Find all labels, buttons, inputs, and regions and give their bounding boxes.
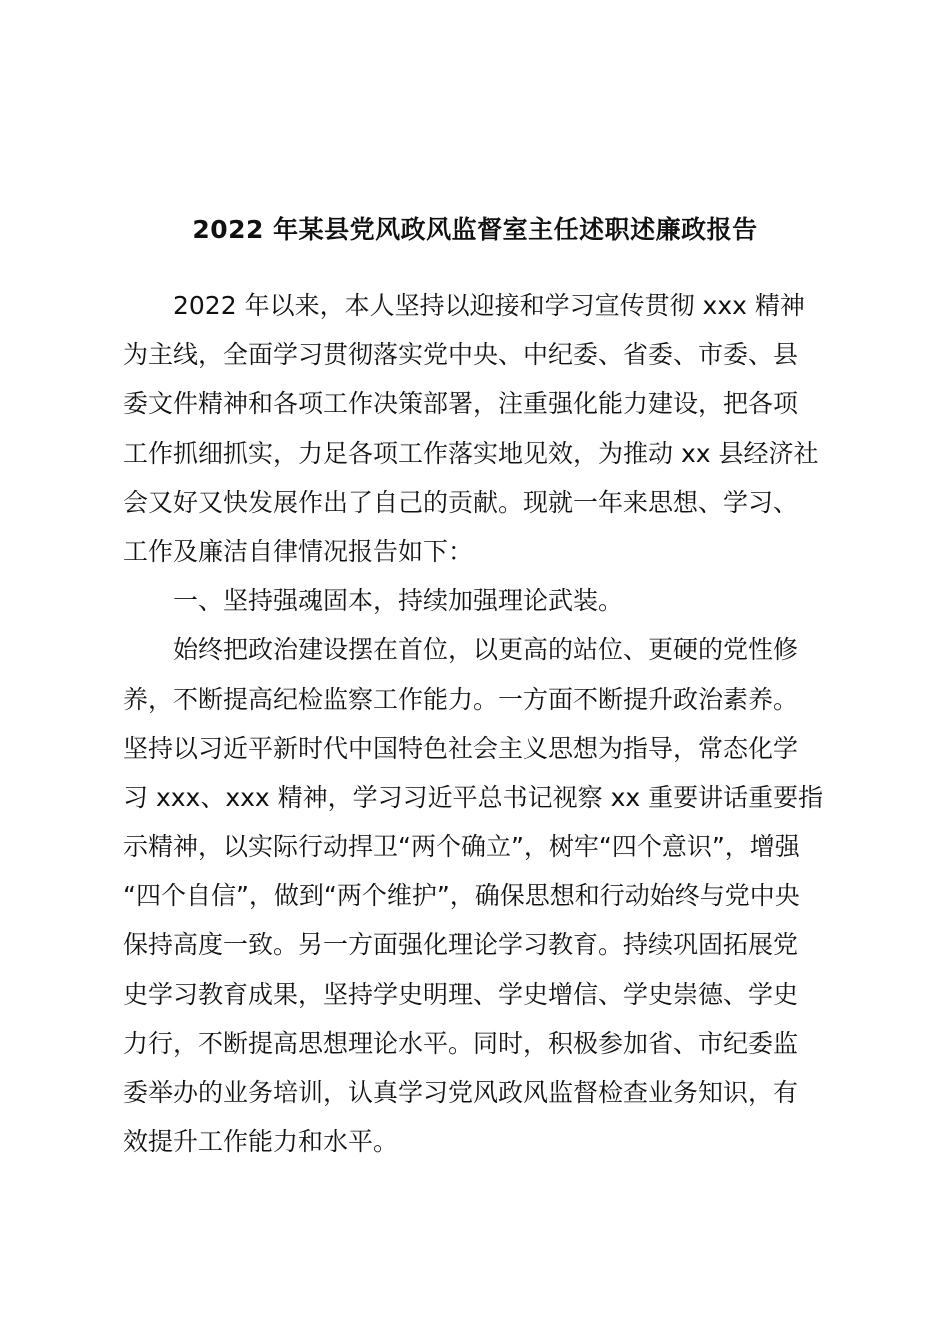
paragraph-line: 史学习教育成果，坚持学史明理、学史增信、学史崇德、学史: [123, 979, 799, 1009]
paragraph-line: 工作及廉洁自律情况报告如下：: [123, 536, 474, 566]
paragraph-line: 工作抓细抓实，力足各项工作落实地见效，为推动 xx 县经济社: [123, 438, 819, 468]
paragraph-line: 习 xxx、xxx 精神，学习习近平总书记视察 xx 重要讲话重要指: [123, 782, 824, 812]
paragraph-line: 养，不断提高纪检监察工作能力。一方面不断提升政治素养。: [123, 684, 799, 714]
paragraph-line: 力行，不断提高思想理论水平。同时，积极参加省、市纪委监: [123, 1028, 799, 1058]
paragraph-line: 示精神，以实际行动捍卫“两个确立”，树牢“四个意识”，增强: [123, 832, 800, 862]
paragraph-line: 效提升工作能力和水平。: [123, 1127, 399, 1157]
paragraph-line: “四个自信”，做到“两个维护”，确保思想和行动始终与党中央: [123, 881, 800, 911]
paragraph-line: 坚持以习近平新时代中国特色社会主义思想为指导，常态化学: [123, 733, 799, 763]
document-body: [123, 281, 835, 1166]
section-heading: 一、坚持强魂固本，持续加强理论武装。: [173, 586, 624, 616]
paragraph-line: 委文件精神和各项工作决策部署，注重强化能力建设，把各项: [123, 389, 799, 419]
paragraph-line: 委举办的业务培训，认真学习党风政风监督检查业务知识，有: [123, 1078, 799, 1107]
paragraph-line: 会又好又快发展作出了自己的贡献。现就一年来思想、学习、: [123, 487, 799, 517]
paragraph-line: 始终把政治建设摆在首位，以更高的站位、更硬的党性修: [173, 635, 799, 665]
paragraph-line: 保持高度一致。另一方面强化理论学习教育。持续巩固拓展党: [123, 930, 799, 960]
document-title: 2022 年某县党风政风监督室主任述职述廉政报告: [192, 215, 758, 244]
paragraph-line: 2022 年以来，本人坚持以迎接和学习宣传贯彻 xxx 精神: [173, 291, 805, 320]
paragraph-line: 为主线，全面学习贯彻落实党中央、中纪委、省委、市委、县: [123, 340, 799, 370]
